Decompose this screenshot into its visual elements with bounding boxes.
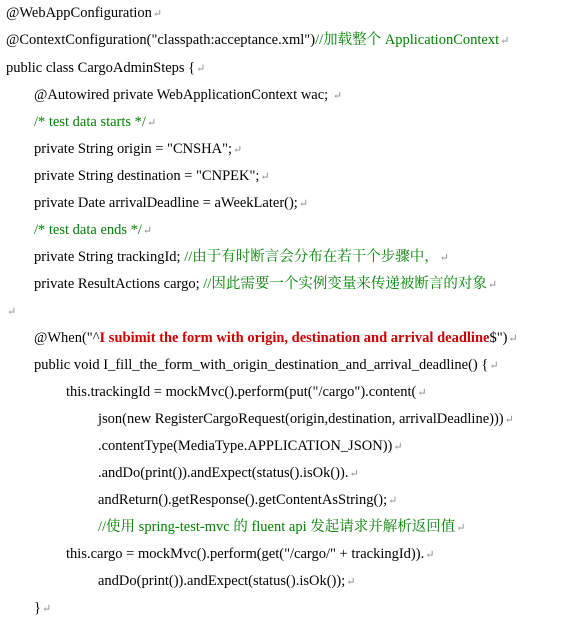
paragraph-mark-icon: ↵ [349,468,359,480]
code-text: private ResultActions cargo; [34,276,204,292]
code-text: private String origin = "CNSHA"; [34,141,233,157]
paragraph-mark-icon: ↵ [142,225,153,237]
comment-text: //使用 spring-test-mvc 的 fluent api 发起请求并解析返回值 [98,519,456,535]
code-text: @Autowired private WebApplicationContext wac; [34,87,332,103]
code-line [34,220,152,240]
paragraph-mark-icon: ↵ [417,387,427,399]
code-line [34,166,270,186]
code-text: json(new RegisterCargoRequest(origin,destination, arrivalDeadline))) [98,411,504,427]
code-line [66,544,434,564]
paragraph-mark-icon: ↵ [7,306,17,318]
code-line [6,301,16,321]
paragraph-mark-icon: ↵ [41,603,52,615]
code-text: public class CargoAdminSteps { [6,60,196,76]
code-line [98,571,355,591]
code-line [34,112,156,132]
code-line [34,247,449,267]
code-line [6,3,162,23]
paragraph-mark-icon: ↵ [439,252,449,264]
code-line [6,58,205,78]
code-line [98,463,359,483]
code-text: andReturn().getResponse().getContentAsString(); [98,492,388,508]
paragraph-mark-icon: ↵ [346,576,356,588]
paragraph-mark-icon: ↵ [298,198,309,210]
paragraph-mark-icon: ↵ [393,441,403,453]
code-line [34,328,518,348]
code-text: $") [489,330,508,346]
paragraph-mark-icon: ↵ [489,360,499,372]
code-text: .contentType(MediaType.APPLICATION_JSON)) [98,438,393,454]
code-text: @WebAppConfiguration [6,5,152,21]
code-text: } [34,600,41,616]
code-line [34,193,308,213]
paragraph-mark-icon: ↵ [456,522,466,534]
code-text: private String trackingId; [34,249,185,265]
comment-text: //由于有时断言会分布在若干个步骤中， [184,249,439,265]
code-line [98,517,465,537]
paragraph-mark-icon: ↵ [388,495,398,507]
code-line [34,355,499,375]
code-text: @When("^ [34,330,100,346]
code-text: private String destination = "CNPEK"; [34,168,260,184]
comment-text: /* test data ends */ [34,222,142,238]
code-line [34,139,242,159]
paragraph-mark-icon: ↵ [504,414,514,426]
comment-text: //因此需要一个实例变量来传递被断言的对象 [203,276,487,292]
code-text: @ContextConfiguration("classpath:acceptance.xml") [6,32,316,48]
code-text: this.cargo = mockMvc().perform(get("/cargo/" + trackingId)). [66,546,425,562]
code-line [34,274,497,294]
paragraph-mark-icon: ↵ [196,63,206,75]
paragraph-mark-icon: ↵ [233,144,243,156]
code-line [98,436,403,456]
code-text: this.trackingId = mockMvc().perform(put("/cargo").content( [66,384,417,400]
paragraph-mark-icon: ↵ [332,90,343,102]
code-line [6,30,509,50]
paragraph-mark-icon: ↵ [487,279,498,291]
code-line [66,382,427,402]
code-line [98,409,514,429]
code-text: andDo(print()).andExpect(status().isOk()); [98,573,346,589]
paragraph-mark-icon: ↵ [146,117,157,129]
code-text: .andDo(print()).andExpect(status().isOk()). [98,465,349,481]
paragraph-mark-icon: ↵ [152,8,163,20]
paragraph-mark-icon: ↵ [508,333,518,345]
comment-text: //加载整个 ApplicationContext [315,32,500,48]
code-text: private Date arrivalDeadline = aWeekLater(); [34,195,298,211]
comment-text: /* test data starts */ [34,114,146,130]
code-text: public void I_fill_the_form_with_origin_destination_and_arrival_deadline() { [34,357,489,373]
code-line [98,490,397,510]
step-pattern-text: I subimit the form with origin, destination and arrival deadline [99,330,490,346]
paragraph-mark-icon: ↵ [260,171,270,183]
paragraph-mark-icon: ↵ [500,35,510,47]
paragraph-mark-icon: ↵ [425,549,435,561]
code-line [34,85,342,105]
code-line [34,598,51,618]
